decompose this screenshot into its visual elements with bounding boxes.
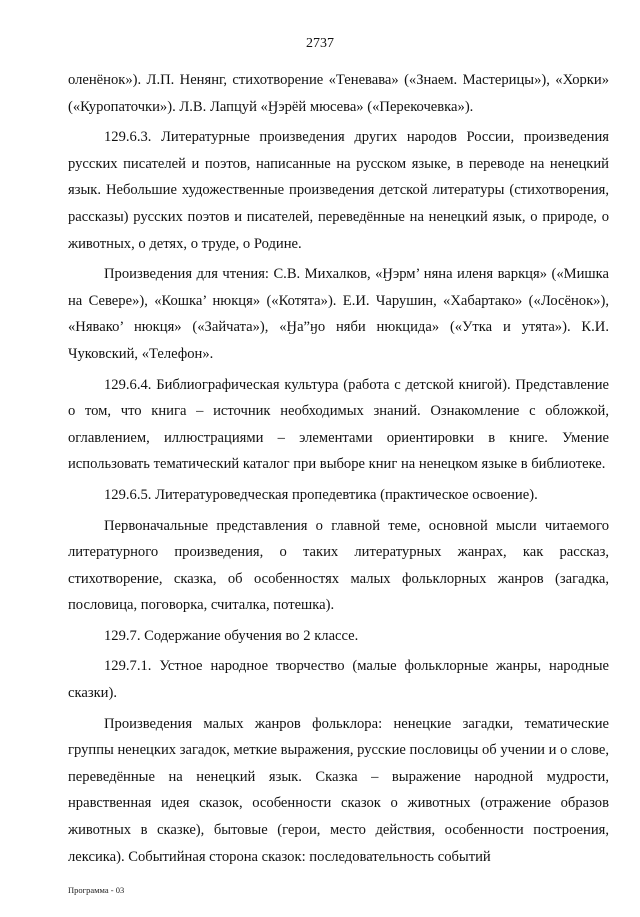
paragraph-continuation: оленёнок»). Л.П. Ненянг, стихотворение «Теневава» («Знаем. Мастерицы»), «Хорки» («Куропаточки»). Л.В. Лапцуй «Ӈэрёй мюсева» («Перекочевка»). <box>68 72 609 115</box>
paragraph-129-7-1: 129.7.1. Устное народное творчество (малые фольклорные жанры, народные сказки). <box>68 658 609 702</box>
page-number: 2737 <box>306 36 334 51</box>
paragraph-small-genres: Произведения малых жанров фольклора: ненецкие загадки, тематические группы ненецких загадок, меткие выражения, русские пословицы об учении и о слове, переведённые на ненецкий язык. Сказка – выражение народной мудрости, нравственная идея сказок, особенности сказок о животных (отражение образов животных в сказке), бытовые (герои, место действия, особенности построения, лексика). Событийная сторона сказок: последовательность событий <box>68 715 609 865</box>
paragraph-129-6-5: 129.6.5. Литературоведческая пропедевтика (практическое освоение). <box>104 486 538 503</box>
paragraph-129-6-4: 129.6.4. Библиографическая культура (работа с детской книгой). Представление о том, что книга – источник необходимых знаний. Ознакомление с обложкой, оглавлением, иллюстрациями – элементами ориентировки в книге. Умение использовать тематический каталог при выборе книг на ненецком языке в библиотеке. <box>68 376 609 473</box>
paragraph-reading-list: Произведения для чтения: С.В. Михалков, «Ӈэрм’ няна иленя варкця» («Мишка на Севере»), «Кошка’ нюкця» («Котята»). Е.И. Чарушин, «Хабартако» («Лосёнок»), «Нявако’ нюкця» («Зайчата»), «Ӈа”ӈо няби нюкцида» («Утка и утята»). К.И. Чуковский, «Телефон». <box>68 266 609 362</box>
paragraph-129-7: 129.7. Содержание обучения во 2 классе. <box>104 627 359 644</box>
document-body <box>68 67 609 870</box>
paragraph-first-ideas: Первоначальные представления о главной теме, основной мысли читаемого литературного произведения, о таких литературных жанрах, как рассказ, стихотворение, сказка, об особенностях малых фольклорных жанров (загадка, пословица, поговорка, считалка, потешка). <box>68 517 609 614</box>
page-footer: Программа - 03 <box>68 885 125 895</box>
paragraph-129-6-3: 129.6.3. Литературные произведения других народов России, произведения русских писателей и поэтов, написанные на русском языке, в переводе на ненецкий язык. Небольшие художественные произведения детской литературы (стихотворения, рассказы) русских поэтов и писателей, переведённые на ненецкий язык, о природе, о животных, о детях, о труде, о Родине. <box>68 129 609 252</box>
